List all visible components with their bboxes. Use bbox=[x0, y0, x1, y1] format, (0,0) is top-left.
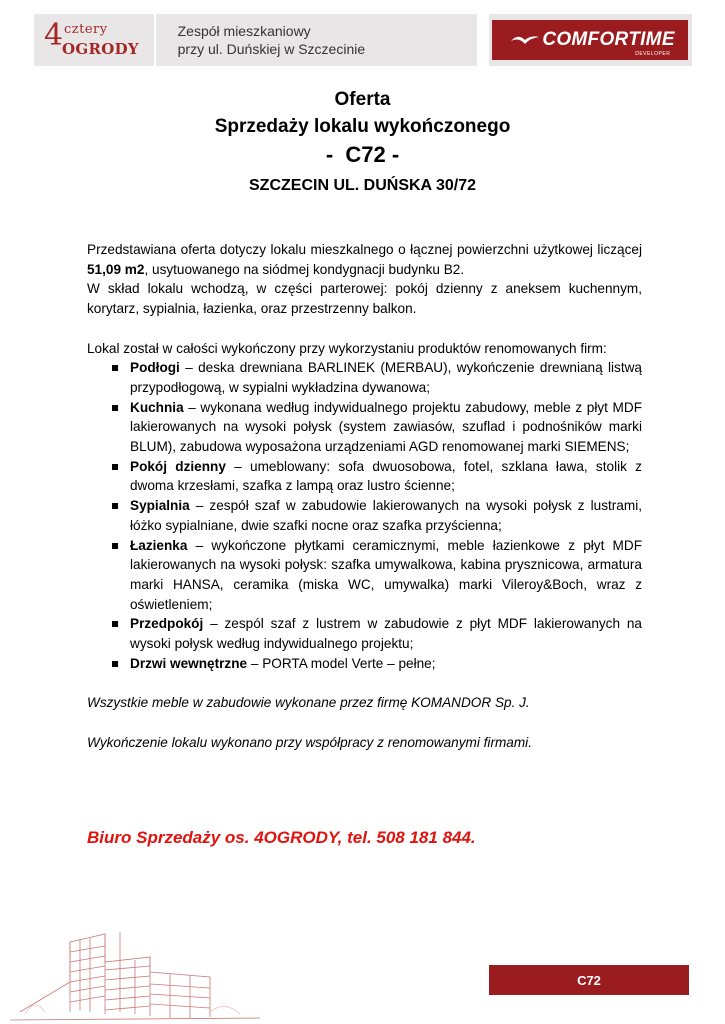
furniture-note: Wszystkie meble w zabudowie wykonane przez firmę KOMANDOR Sp. J. bbox=[87, 695, 530, 711]
list-item: Podłogi – deska drewniana BARLINEK (MERBAU), wykończenie drewnianą listwą przypodłogową, w sypialni wykładzina dywanowa; bbox=[87, 358, 642, 397]
brand-subtitle: DEVELOPER bbox=[635, 51, 671, 57]
logo-small-text: cztery bbox=[64, 22, 108, 37]
header-title-line1: Zespół mieszkaniowy bbox=[177, 23, 311, 39]
header-title bbox=[156, 14, 477, 66]
offer-heading: Oferta bbox=[334, 89, 391, 110]
area-value: 51,09 m2 bbox=[87, 261, 145, 277]
sales-office-contact: Biuro Sprzedaży os. 4OGRODY, tel. 508 181 844. bbox=[87, 828, 476, 847]
offer-title-block bbox=[0, 88, 725, 197]
logo-number: 4 bbox=[44, 18, 64, 53]
bullet-icon bbox=[112, 405, 118, 411]
bullet-icon bbox=[112, 503, 118, 509]
bullet-icon bbox=[112, 464, 118, 470]
header-title-line2: przy ul. Duńskiej w Szczecinie bbox=[177, 41, 366, 57]
4ogrody-logo bbox=[34, 14, 154, 66]
bullet-icon bbox=[112, 621, 118, 627]
page-header bbox=[34, 14, 692, 66]
bullet-icon bbox=[112, 543, 118, 549]
bullet-icon bbox=[112, 661, 118, 667]
list-item: Łazienka – wykończone płytkami ceramicznymi, meble łazienkowe z płyt MDF lakierowanych na wysoki połysk: szafka umywalkowa, kabina prysznicowa, armatura marki HANSA, ceramika (miska WC, umywalka) marki Vileroy&Boch, wraz z oświetleniem; bbox=[87, 536, 642, 615]
brand-name: COMFORTIME bbox=[542, 29, 675, 50]
list-item: Pokój dzienny – umeblowany: sofa dwuosobowa, fotel, szklana ława, stolik z dwoma krzesłami, szafka z lampą oraz lustro ścienne; bbox=[87, 457, 642, 496]
products-paragraph: Lokal został w całości wykończony przy wykorzystaniu produktów renomowanych firm: bbox=[87, 340, 607, 356]
rooms-paragraph: W skład lokalu wchodzą, w części parterowej: pokój dzienny z aneksem kuchennym, korytarz, sypialnia, łazienka, oraz przestrzenny balkon. bbox=[87, 281, 642, 317]
bird-icon bbox=[510, 32, 540, 48]
bullet-icon bbox=[112, 365, 118, 371]
building-illustration bbox=[10, 922, 260, 1024]
list-item: Przedpokój – zespól szaf z lustrem w zabudowie z płyt MDF lakierowanych na wysoki połysk według indywidualnego projektu; bbox=[87, 614, 642, 653]
address: SZCZECIN UL. DUŃSKA 30/72 bbox=[249, 177, 476, 194]
cooperation-note: Wykończenie lokalu wykonano przy współpracy z renomowanymi firmami. bbox=[87, 734, 532, 750]
list-item: Sypialnia – zespół szaf w zabudowie lakierowanych na wysoki połysk z lustrami, łóżko sypialniane, dwie szafki nocne oraz szafka przyścienna; bbox=[87, 496, 642, 535]
logo-big-text: OGRODY bbox=[62, 40, 139, 58]
offer-subheading: Sprzedaży lokalu wykończonego bbox=[214, 116, 511, 137]
offer-body bbox=[87, 240, 642, 752]
unit-code: - C72 - bbox=[325, 142, 400, 167]
features-list bbox=[87, 358, 642, 673]
list-item: Kuchnia – wykonana według indywidualnego projektu zabudowy, meble z płyt MDF lakierowanych na wysoki połysk (system zawiasów, szuflad i podnośników marki BLUM), zabudowa wyposażona urządzeniami AGD renomowanej marki SIEMENS; bbox=[87, 398, 642, 457]
comfortime-logo bbox=[489, 14, 692, 66]
footer-unit-code: C72 bbox=[489, 965, 689, 995]
list-item: Drzwi wewnętrzne – PORTA model Verte – pełne; bbox=[87, 654, 642, 674]
intro-paragraph: Przedstawiana oferta dotyczy lokalu mieszkalnego o łącznej powierzchni użytkowej liczącej 51,09 m2, usytuowanego na siódmej kondygnacji budynku B2. bbox=[87, 242, 642, 277]
brand-box bbox=[492, 20, 688, 60]
